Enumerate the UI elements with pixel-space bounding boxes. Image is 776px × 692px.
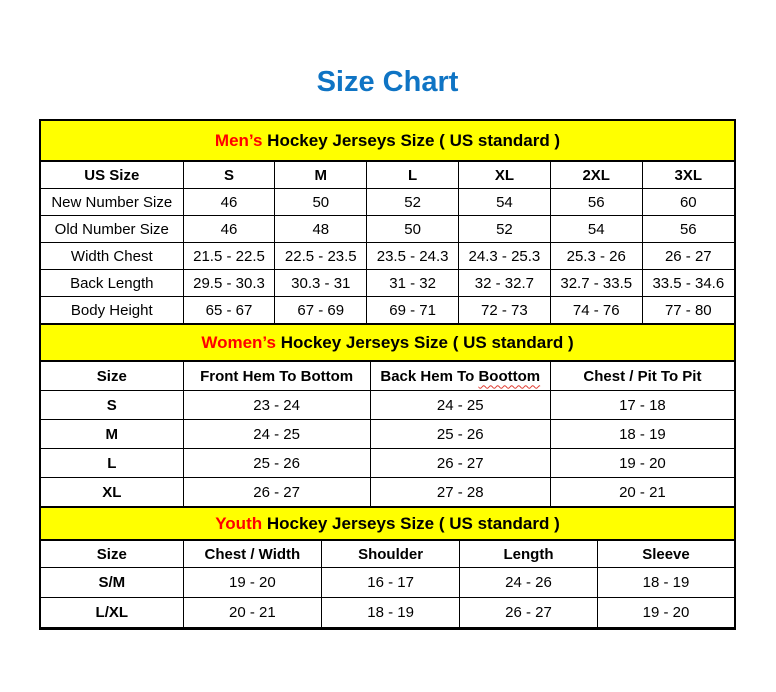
row-label: New Number Size — [41, 189, 183, 216]
size-value: 24 - 25 — [183, 420, 370, 449]
table-row — [41, 270, 734, 297]
size-value: 52 — [459, 216, 551, 243]
size-value: 48 — [275, 216, 367, 243]
mens-section-title: Hockey Jerseys Size ( US standard ) — [262, 130, 561, 150]
size-value: 50 — [275, 189, 367, 216]
column-header: US Size — [41, 162, 183, 189]
column-header-text: Back Hem To — [380, 367, 479, 385]
size-value: 17 - 18 — [550, 391, 734, 420]
size-value: 24.3 - 25.3 — [459, 243, 551, 270]
row-label: Width Chest — [41, 243, 183, 270]
size-value: 19 - 20 — [597, 598, 734, 628]
table-header-row — [41, 541, 734, 568]
misspelled-word: Boottom — [478, 367, 541, 385]
column-header: L — [367, 162, 459, 189]
youth-section-header — [41, 507, 734, 540]
size-value: 19 - 20 — [183, 568, 322, 598]
size-value: 24 - 26 — [460, 568, 598, 598]
column-header: XL — [459, 162, 551, 189]
size-value: 72 - 73 — [459, 297, 551, 324]
youth-section-title: Hockey Jerseys Size ( US standard ) — [262, 513, 560, 533]
column-header: Length — [460, 541, 598, 568]
row-label: XL — [41, 478, 183, 507]
size-value: 65 - 67 — [183, 297, 275, 324]
page-title: Size Chart — [316, 66, 459, 98]
column-header: Size — [41, 362, 183, 391]
size-value: 32 - 32.7 — [459, 270, 551, 297]
column-header: Size — [41, 541, 183, 568]
size-value: 30.3 - 31 — [275, 270, 367, 297]
size-value: 26 - 27 — [642, 243, 734, 270]
row-label: Old Number Size — [41, 216, 183, 243]
size-value: 20 - 21 — [183, 598, 322, 628]
youth-size-table — [41, 540, 734, 628]
womens-size-table — [41, 361, 734, 507]
table-row — [41, 391, 734, 420]
column-header: 2XL — [550, 162, 642, 189]
size-value: 26 - 27 — [183, 478, 370, 507]
size-value: 18 - 19 — [597, 568, 734, 598]
size-value: 60 — [642, 189, 734, 216]
size-value: 69 - 71 — [367, 297, 459, 324]
size-value: 50 — [367, 216, 459, 243]
table-header-row — [41, 162, 734, 189]
size-value: 54 — [459, 189, 551, 216]
table-row — [41, 449, 734, 478]
size-value: 22.5 - 23.5 — [275, 243, 367, 270]
row-label: S — [41, 391, 183, 420]
table-row — [41, 189, 734, 216]
size-value: 23 - 24 — [183, 391, 370, 420]
table-row — [41, 598, 734, 628]
size-value: 20 - 21 — [550, 478, 734, 507]
size-value: 31 - 32 — [367, 270, 459, 297]
column-header: M — [275, 162, 367, 189]
row-label: L — [41, 449, 183, 478]
column-header: Sleeve — [597, 541, 734, 568]
table-row — [41, 420, 734, 449]
size-value: 25 - 26 — [370, 420, 550, 449]
size-value: 26 - 27 — [370, 449, 550, 478]
size-value: 24 - 25 — [370, 391, 550, 420]
table-row — [41, 297, 734, 324]
row-label: L/XL — [41, 598, 183, 628]
row-label: M — [41, 420, 183, 449]
column-header: Shoulder — [322, 541, 460, 568]
size-value: 33.5 - 34.6 — [642, 270, 734, 297]
size-value: 23.5 - 24.3 — [367, 243, 459, 270]
column-header: 3XL — [642, 162, 734, 189]
womens-section-title: Hockey Jerseys Size ( US standard ) — [275, 332, 574, 352]
size-value: 52 — [367, 189, 459, 216]
column-header: S — [183, 162, 275, 189]
table-header-row — [41, 362, 734, 391]
table-row — [41, 568, 734, 598]
size-value: 46 — [183, 216, 275, 243]
size-value: 29.5 - 30.3 — [183, 270, 275, 297]
youth-highlight-label: Youth — [215, 513, 263, 533]
size-value: 25.3 - 26 — [550, 243, 642, 270]
table-row — [41, 243, 734, 270]
mens-size-table — [41, 161, 734, 324]
row-label: S/M — [41, 568, 183, 598]
size-value: 32.7 - 33.5 — [550, 270, 642, 297]
size-value: 67 - 69 — [275, 297, 367, 324]
column-header: Front Hem To Bottom — [183, 362, 370, 391]
size-value: 21.5 - 22.5 — [183, 243, 275, 270]
mens-size-section — [41, 121, 734, 324]
size-value: 46 — [183, 189, 275, 216]
size-value: 74 - 76 — [550, 297, 642, 324]
table-row — [41, 478, 734, 507]
size-value: 16 - 17 — [322, 568, 460, 598]
womens-size-section — [41, 324, 734, 507]
column-header — [370, 362, 550, 391]
youth-size-section — [41, 507, 734, 628]
column-header: Chest / Pit To Pit — [550, 362, 734, 391]
size-chart — [39, 119, 736, 630]
size-value: 18 - 19 — [550, 420, 734, 449]
size-value: 27 - 28 — [370, 478, 550, 507]
size-value: 77 - 80 — [642, 297, 734, 324]
row-label: Body Height — [41, 297, 183, 324]
table-row — [41, 216, 734, 243]
womens-section-header — [41, 324, 734, 361]
size-value: 56 — [642, 216, 734, 243]
size-value: 26 - 27 — [460, 598, 598, 628]
mens-section-header — [41, 121, 734, 161]
row-label: Back Length — [41, 270, 183, 297]
mens-highlight-label: Men’s — [214, 130, 263, 150]
size-value: 54 — [550, 216, 642, 243]
womens-highlight-label: Women’s — [201, 332, 276, 352]
size-value: 25 - 26 — [183, 449, 370, 478]
size-value: 19 - 20 — [550, 449, 734, 478]
size-value: 56 — [550, 189, 642, 216]
size-value: 18 - 19 — [322, 598, 460, 628]
column-header: Chest / Width — [183, 541, 322, 568]
